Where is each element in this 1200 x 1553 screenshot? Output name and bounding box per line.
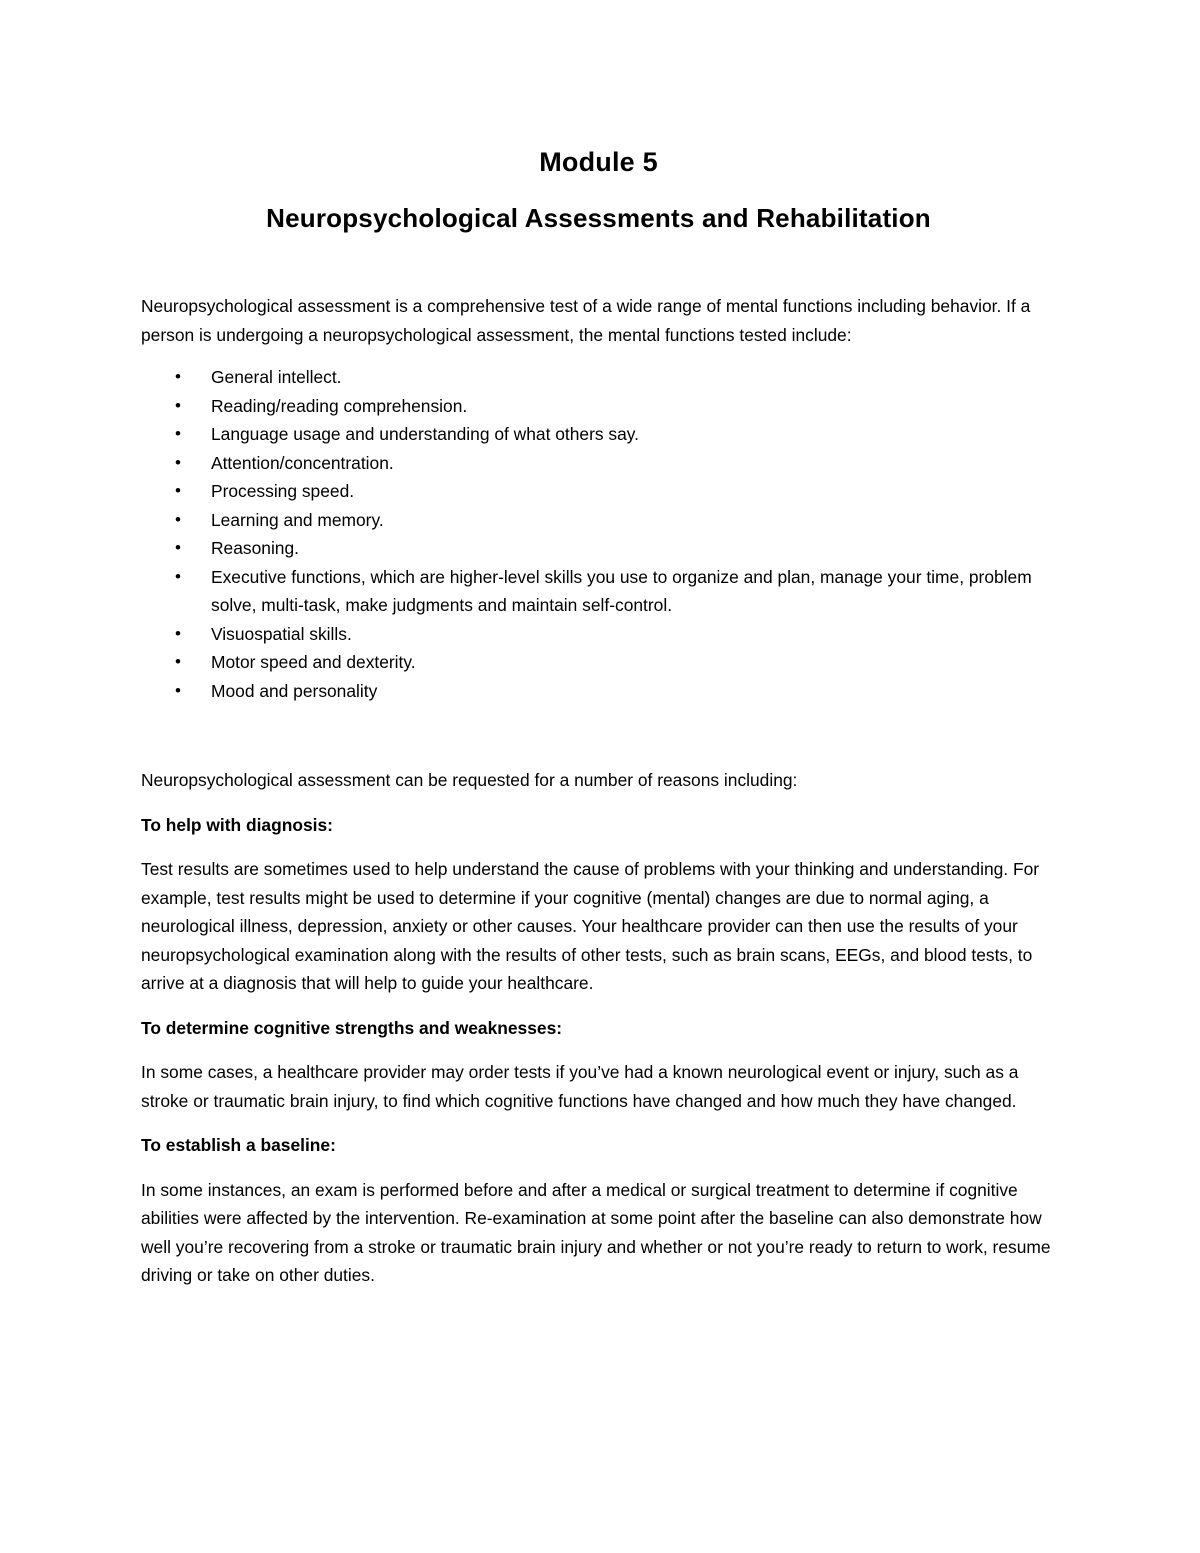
list-item: [141, 620, 1056, 649]
list-item: [141, 563, 1056, 620]
bullet-icon: •: [175, 424, 181, 443]
bullet-icon: •: [175, 367, 181, 386]
bullet-icon: •: [175, 509, 181, 529]
list-item-text: Language usage and understanding of what others say.: [211, 424, 639, 444]
section-heading-baseline: To establish a baseline:: [141, 1135, 336, 1155]
list-item-text: Attention/concentration.: [211, 452, 394, 473]
list-item: [141, 392, 1056, 421]
list-item: [141, 477, 1056, 506]
list-item-text: Reading/reading comprehension.: [211, 395, 468, 416]
section-body-baseline: In some instances, an exam is performed before and after a medical or surgical treatment to determine if cognitive abilities were affected by the intervention. Re-examination at some point after the baseline can also demonstrate how well you’re recovering from a stroke or traumatic brain injury and whether or not you’re ready to return to work, resume driving or take on other duties.: [141, 1179, 1051, 1285]
bullet-icon: •: [175, 395, 181, 415]
bullet-icon: •: [175, 652, 181, 671]
intro-paragraph: Neuropsychological assessment is a comprehensive test of a wide range of mental functions including behavior. If a person is undergoing a neuropsychological assessment, the mental functions tested include:: [141, 296, 1031, 345]
list-item: [141, 534, 1056, 563]
list-item-text: General intellect.: [211, 367, 342, 387]
document-content: [141, 142, 1056, 1290]
list-item-text: Executive functions, which are higher-level skills you use to organize and plan, manage your time, problem solve, multi-task, make judgments and maintain self-control.: [211, 566, 1032, 615]
list-item-text: Learning and memory.: [211, 509, 384, 530]
list-item-text: Reasoning.: [211, 538, 299, 558]
list-item: [141, 363, 1056, 392]
module-title: Module 5: [539, 147, 658, 177]
list-item: [141, 648, 1056, 677]
list-item-text: Mood and personality: [211, 680, 378, 701]
reasons-intro-paragraph: Neuropsychological assessment can be requested for a number of reasons including:: [141, 770, 798, 790]
section-heading-strengths: To determine cognitive strengths and weaknesses:: [141, 1017, 563, 1038]
section-heading-diagnosis: To help with diagnosis:: [141, 814, 333, 835]
section-body-strengths: In some cases, a healthcare provider may order tests if you’ve had a known neurological event or injury, such as a stroke or traumatic brain injury, to find which cognitive functions have changed and how much they have changed.: [141, 1062, 1019, 1111]
list-item: [141, 677, 1056, 706]
list-item: [141, 506, 1056, 535]
list-item: [141, 420, 1056, 449]
bullet-icon: •: [175, 452, 181, 472]
bullet-icon: •: [175, 481, 181, 500]
bullet-icon: •: [175, 623, 181, 643]
list-item-text: Motor speed and dexterity.: [211, 652, 416, 672]
bullet-icon: •: [175, 680, 181, 700]
section-body-diagnosis: Test results are sometimes used to help understand the cause of problems with your thinking and understanding. For example, test results might be used to determine if your cognitive (mental) changes are due to normal aging, a neurological illness, depression, anxiety or other causes. Your healthcare provider can then use the results of your neuropsychological examination along with the results of other tests, such as brain scans, EEGs, and blood tests, to arrive at a diagnosis that will help to guide your healthcare.: [141, 859, 1040, 993]
page-title: Neuropsychological Assessments and Rehabilitation: [266, 203, 931, 233]
mental-functions-list: [141, 363, 1056, 705]
bullet-icon: •: [175, 538, 181, 557]
list-item-text: Visuospatial skills.: [211, 623, 352, 644]
bullet-icon: •: [175, 566, 181, 586]
list-item-text: Processing speed.: [211, 481, 355, 501]
list-item: [141, 449, 1056, 478]
